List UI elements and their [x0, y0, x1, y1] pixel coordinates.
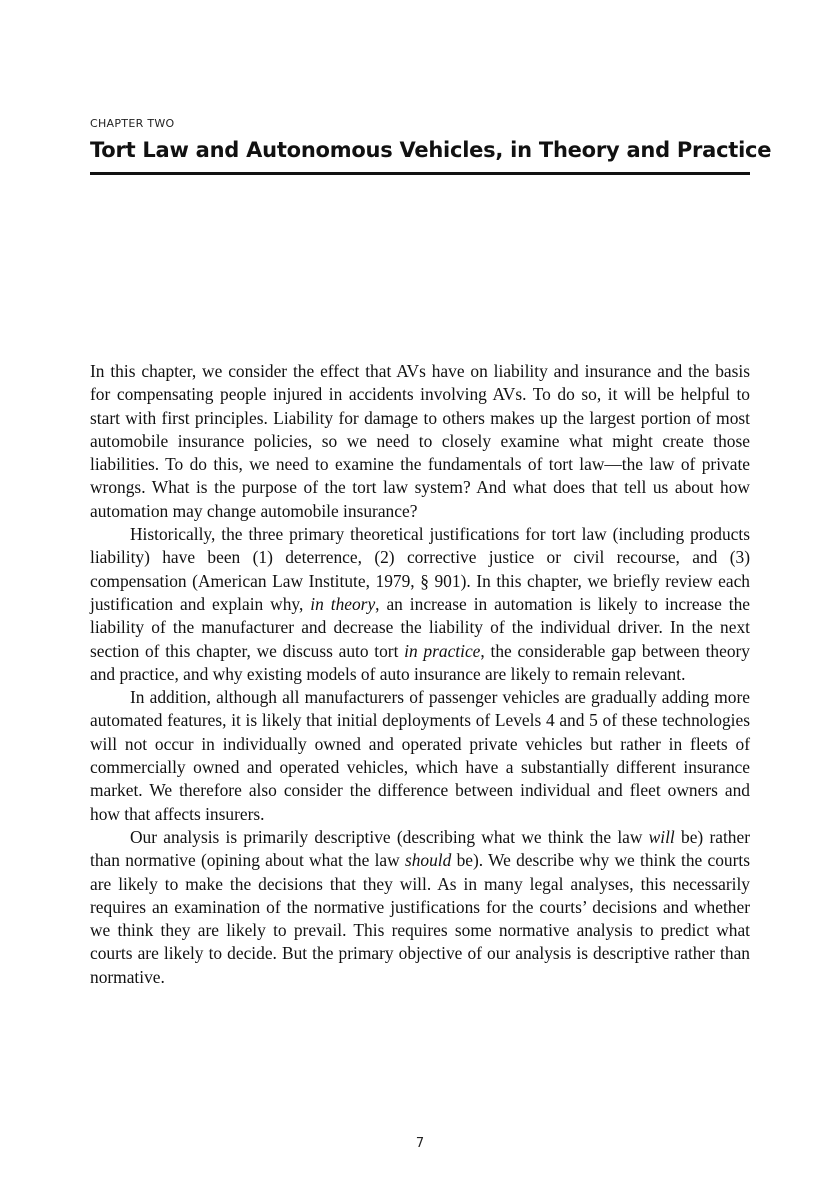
paragraph-text: be) rather than normative (opining about what the law: [90, 826, 750, 871]
chapter-label: CHAPTER TWO: [90, 117, 175, 130]
paragraph-text: be). We describe why we think the courts are likely to make the decisions that they will. As in many legal analyses, this necessarily requires an examination of the normative justifications for the courts’ decisions and whether we think they are likely to prevail. This requires some normative analysis to predict what courts are likely to decide. But the primary objective of our analysis is descriptive rather than normative.: [90, 850, 751, 987]
emphasis-text: in practice: [404, 640, 481, 661]
emphasis-text: in theory: [310, 593, 376, 614]
page-number: 7: [415, 1136, 425, 1151]
emphasis-text: will: [648, 826, 675, 847]
paragraph-text: Historically, the three primary theoretical justifications for tort law (including products liability) have been (1) deterrence, (2) corrective justice or civil recourse, and (3) compensation (American Law Institute, 1979, § 901). In this chapter, we briefly review each justification and explain why,: [90, 524, 750, 614]
paragraph-text: Our analysis is primarily descriptive (describing what we think the law: [130, 826, 649, 847]
paragraph-text: , the considerable gap between theory and practice, and why existing models of auto insurance are likely to remain relevant.: [90, 640, 751, 684]
chapter-title: Tort Law and Autonomous Vehicles, in Theory and Practice: [90, 138, 772, 162]
paragraph: [90, 686, 750, 826]
paragraph-text: In addition, although all manufacturers of passenger vehicles are gradually adding more automated features, it is likely that initial deployments of Levels 4 and 5 of these technologies will not occur in individually owned and operated private vehicles but rather in fleets of commercially owned and operated vehicles, which have a substantially different insurance market. We therefore also consider the difference between individual and fleet owners and how that affects insurers.: [90, 687, 750, 824]
paragraph-text: , an increase in automation is likely to increase the liability of the manufacturer and decrease the liability of the individual driver. In the next section of this chapter, we discuss auto tort: [90, 593, 750, 661]
paragraph: [90, 360, 750, 523]
emphasis-text: should: [404, 850, 452, 871]
title-rule: [90, 172, 750, 175]
paragraph: [90, 826, 750, 989]
paragraph: [90, 523, 750, 686]
paragraph-text: In this chapter, we consider the effect that AVs have on liability and insurance and the basis for compensating people injured in accidents involving AVs. To do so, it will be helpful to start with first principles. Liability for damage to others makes up the largest portion of most automobile insurance policies, so we need to closely examine what might create those liabilities. To do this, we need to examine the fundamentals of tort law—the law of private wrongs. What is the purpose of the tort law system? And what does that tell us about how automation may change automobile insurance?: [90, 361, 750, 521]
body-text: [90, 360, 750, 989]
